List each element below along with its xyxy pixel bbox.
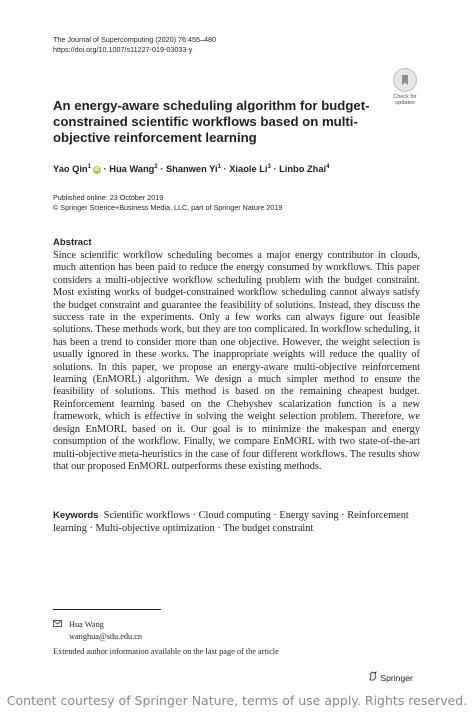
keywords-section [53,509,420,535]
author-list [53,164,329,174]
keywords-label: Keywords [53,510,99,521]
bookmark-icon [393,68,417,92]
author-name[interactable]: Hua Wang [109,164,155,175]
contact-email[interactable]: wanghua@sdu.edu.cn [69,632,143,641]
footnote-divider [53,609,161,610]
orcid-icon[interactable]: iD [94,167,100,174]
journal-citation [53,35,216,55]
doi-link[interactable]: https://doi.org/10.1007/s11227-019-03033-y [53,45,193,54]
courtesy-watermark: Content courtesy of Springer Nature, terms of use apply. Rights reserved. [6,693,468,708]
contact-name: Hua Wang [69,620,104,629]
abstract-heading: Abstract [53,237,92,248]
envelope-icon [53,619,69,631]
publication-info [53,193,282,213]
badge-line-2: updates [395,100,415,106]
extended-author-note: Extended author information available on the last page of the article [53,647,279,656]
journal-citation-line: The Journal of Supercomputing (2020) 76:455–480 [53,35,217,44]
publisher-logo [368,671,413,683]
corresponding-author [53,619,142,643]
publisher-name: Springer [380,673,413,683]
affiliation-marker: 3 [267,164,271,170]
author-name[interactable]: Shanwen Yi [165,164,218,175]
badge-line-1: Check for [393,94,417,100]
author-separator: · [157,164,166,175]
author-separator: · [100,164,110,175]
springer-horse-icon [368,673,378,683]
author-name[interactable]: Yao Qin [53,164,88,175]
author-name[interactable]: Xiaole Li [229,164,268,175]
affiliation-marker: 1 [87,164,91,170]
copyright-notice: © Springer Science+Business Media, LLC, part of Springer Nature 2019 [53,203,283,212]
article-title: An energy-aware scheduling algorithm for budget-constrained scientific workflows based on multi-objective reinforcement learning [53,98,370,145]
check-for-updates-badge[interactable] [388,68,422,106]
publication-date: Published online: 23 October 2019 [53,193,164,202]
affiliation-marker: 4 [326,164,330,170]
affiliation-marker: 2 [154,164,158,170]
affiliation-marker: 1 [217,164,221,170]
author-name[interactable]: Linbo Zhai [279,164,327,175]
author-separator: · [270,164,280,175]
author-separator: · [220,164,230,175]
keywords-text: Scientific workflows · Cloud computing · Energy saving · Reinforcement learning · Multi-objective optimization · The budget constraint [53,510,409,534]
abstract-text: Since scientific workflow scheduling becomes a major energy contributor in clouds, much attention has been paid to reduce the energy consumed by workflows. This paper considers a multi-objective workflow scheduling problem with the budget constraint. Most existing works of budget-constrained workflow scheduling cannot always satisfy the budget constraint and guarantee the feasibility of solutions. Instead, they discuss the success rate in the experiments. Only a few works can always figure out feasible solutions. These methods work, but they are too complicated. In workflow scheduling, it has been a trend to consider more than one objective. However, the weight selection is usually ignored in these works. The inappropriate weights will reduce the quality of solutions. In this paper, we propose an energy-aware multi-objective reinforcement learning (EnMORL) algorithm. We design a much simpler method to ensure the feasibility of solutions. This method is based on the remaining cheapest budget. Reinforcement learning based on the Chebyshev scalarization function is a new framework, which is effective in solving the weight selection problem. Therefore, we design EnMORL based on it. Our goal is to minimize the makespan and energy consumption of the workflow. Finally, we compare EnMORL with two state-of-the-art multi-objective meta-heuristics in the case of four different workflows. The results show that our proposed EnMORL outperforms these existing methods. [53,250,420,472]
